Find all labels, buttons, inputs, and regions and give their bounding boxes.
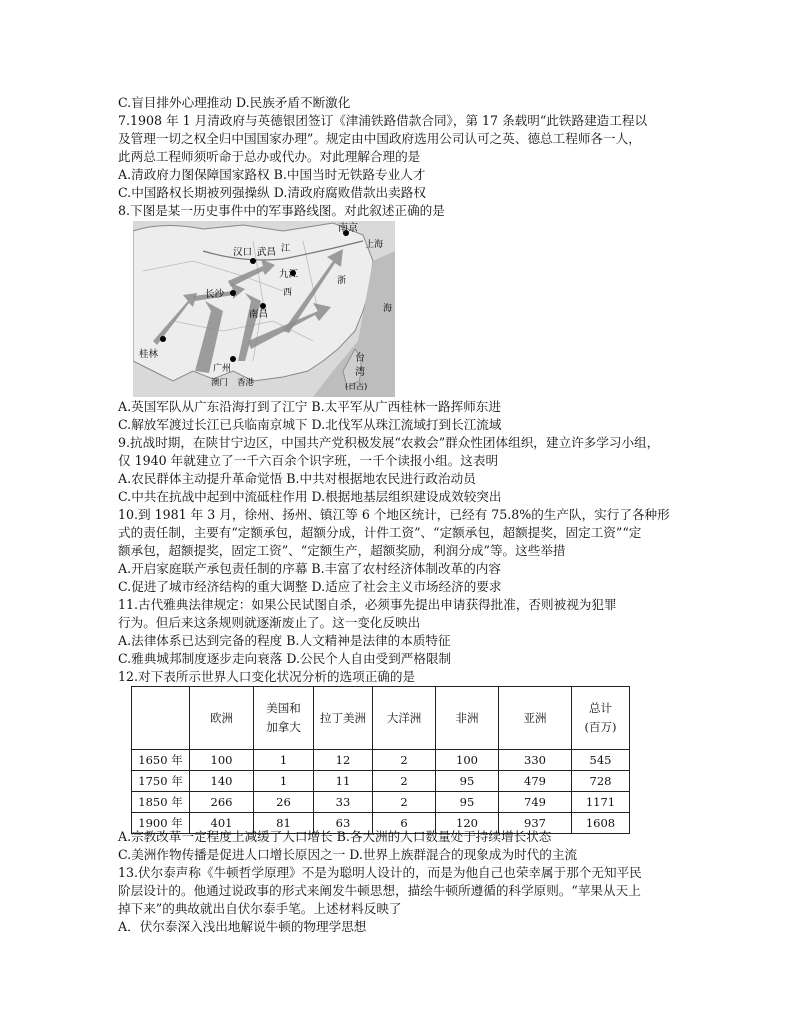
map-label: 南京 — [338, 223, 358, 234]
map-label: 台 — [355, 353, 365, 364]
table-header: 拉丁美洲 — [314, 687, 373, 750]
question-7-options: C.中国路权长期被列强操纵 D.清政府腐败借款出卖路权 — [118, 185, 426, 200]
table-cell: 100 — [436, 750, 499, 771]
map-label: 澳门 — [211, 378, 229, 388]
table-header: 非洲 — [436, 687, 499, 750]
table-cell: 749 — [499, 792, 572, 813]
table-cell: 1608 — [572, 813, 630, 834]
question-11-text: 行为。但后来这条规则就逐渐废止了。这一变化反映出 — [118, 615, 421, 630]
table-cell: 63 — [314, 813, 373, 834]
question-7-options: A.清政府力图保障国家路权 B.中国当时无铁路专业人才 — [118, 167, 426, 182]
question-11-text: 11.古代雅典法律规定：如果公民试图自杀，必须事先提出申请获得批准，否则被视为犯罪 — [118, 597, 617, 612]
table-cell: 1650 年 — [132, 750, 190, 771]
map-label: 武昌 — [257, 247, 277, 258]
map-label: 九江 — [279, 269, 299, 280]
map-label: 上海 — [365, 240, 384, 250]
map-label: 南昌 — [249, 309, 269, 320]
map-label: 广州 — [213, 364, 232, 374]
question-9-text: 9.抗战时期，在陕甘宁边区，中国共产党积极发展“农救会”群众性团体组织，建立许多学习小组， — [118, 435, 660, 450]
question-12-options: C.美洲作物传播是促进人口增长原因之一 D.世界上族群混合的现象成为时代的主流 — [118, 847, 578, 862]
table-header-line: 加拿大 — [266, 720, 301, 734]
question-12-text: 12.对下表所示世界人口变化状况分析的选项正确的是 — [118, 669, 416, 684]
question-8-text: 8.下图是某一历史事件中的军事路线图。对此叙述正确的是 — [118, 203, 445, 218]
table-cell: 2 — [373, 771, 436, 792]
question-7-text: 此两总工程师须听命于总办或代办。对此理解合理的是 — [118, 149, 421, 164]
table-cell: 1 — [254, 771, 314, 792]
table-cell: 1900 年 — [132, 813, 190, 834]
map-label: 湾 — [355, 367, 365, 378]
table-cell: 545 — [572, 750, 630, 771]
question-13-text: 掉下来”的典故就出自伏尔泰手笔。上述材料反映了 — [118, 901, 402, 916]
map-label: 桂林 — [139, 349, 159, 360]
map-label: 浙 — [337, 276, 347, 286]
question-13-text: 13.伏尔泰声称《牛顿哲学原理》不是为聪明人设计的，而是为他自己也荣幸属于那个无知平民 — [118, 865, 642, 880]
map-label: 江 — [281, 244, 291, 254]
table-cell: 100 — [190, 750, 254, 771]
map-label: 长沙 — [205, 289, 225, 300]
population-table — [131, 686, 630, 834]
question-10-text: 额承包，超额提奖，固定工资”、“定额生产，超额奖励，利润分成”等。这些举措 — [118, 543, 566, 558]
table-cell: 330 — [499, 750, 572, 771]
table-cell: 1171 — [572, 792, 630, 813]
question-9-text: 仅 1940 年就建立了一千六百余个识字班，一千个读报小组。这表明 — [118, 453, 499, 468]
question-10-options: C.促进了城市经济结构的重大调整 D.适应了社会主义市场经济的要求 — [118, 579, 502, 594]
question-11-options: A.法律体系已达到完备的程度 B.人文精神是法律的本质特征 — [118, 633, 451, 648]
table-cell: 2 — [373, 750, 436, 771]
question-10-text: 式的责任制，主要有“定额承包，超额分成，计件工资”、“定额承包，超额提奖，固定工资”“定 — [118, 525, 642, 540]
table-row — [132, 750, 630, 771]
table-header: 亚洲 — [499, 687, 572, 750]
map-label: 汉口 — [233, 247, 253, 258]
table-cell: 401 — [190, 813, 254, 834]
table-cell: 95 — [436, 792, 499, 813]
table-cell: 95 — [436, 771, 499, 792]
table-header: 大洋洲 — [373, 687, 436, 750]
question-9-options: C.中共在抗战中起到中流砥柱作用 D.根据地基层组织建设成效较突出 — [118, 489, 502, 504]
table-cell: 1750 年 — [132, 771, 190, 792]
table-cell: 140 — [190, 771, 254, 792]
table-cell: 120 — [436, 813, 499, 834]
table-cell: 728 — [572, 771, 630, 792]
table-cell: 937 — [499, 813, 572, 834]
table-cell: 81 — [254, 813, 314, 834]
map-label: (日占) — [345, 382, 368, 391]
question-12-options: A.宗教改革一定程度上减缓了人口增长 B.各大洲的人口数量处于持续增长状态 — [118, 829, 552, 844]
map-label: 香港 — [237, 378, 255, 388]
table-header: 欧洲 — [190, 687, 254, 750]
question-11-options: C.雅典城邦制度逐步走向衰落 D.公民个人自由受到严格限制 — [118, 651, 452, 666]
table-cell: 26 — [254, 792, 314, 813]
table-row — [132, 771, 630, 792]
table-cell: 12 — [314, 750, 373, 771]
table-header — [132, 687, 190, 750]
question-7-text: 及管理一切之权全归中国国家办理”。规定由中国政府选用公司认可之英、德总工程师各一人， — [118, 131, 641, 146]
question-13-text: 阶层设计的。他通过说政事的形式来阐发牛顿思想，描绘牛顿所遵循的科学原则。“苹果从天上 — [118, 883, 641, 898]
question-10-options: A.开启家庭联产承包责任制的序幕 B.丰富了农村经济体制改革的内容 — [118, 561, 501, 576]
table-cell: 1 — [254, 750, 314, 771]
table-header — [572, 687, 630, 750]
table-header-line: 总计 — [589, 701, 612, 715]
question-8-options: A.英国军队从广东沿海打到了江宁 B.太平军从广西桂林一路挥师东进 — [118, 399, 501, 414]
table-cell: 11 — [314, 771, 373, 792]
map-label: 西 — [283, 288, 293, 298]
map-label: 海 — [383, 304, 393, 314]
table-cell: 6 — [373, 813, 436, 834]
question-13-options: A．伏尔泰深入浅出地解说牛顿的物理学思想 — [118, 919, 367, 934]
table-header-row — [132, 687, 630, 750]
table-cell: 2 — [373, 792, 436, 813]
table-row — [132, 792, 630, 813]
table-cell: 33 — [314, 792, 373, 813]
table-cell: 479 — [499, 771, 572, 792]
question-9-options: A.农民群体主动提升革命觉悟 B.中共对根据地农民进行政治动员 — [118, 471, 476, 486]
table-cell: 1850 年 — [132, 792, 190, 813]
question-8-options: C.解放军渡过长江已兵临南京城下 D.北伐军从珠江流域打到长江流域 — [118, 417, 502, 432]
question-10-text: 10.到 1981 年 3 月，徐州、扬州、镇江等 6 个地区统计，已经有 75.8%的生产队，实行了各种形 — [118, 507, 670, 522]
table-header-line: (百万) — [584, 720, 617, 734]
table-cell: 266 — [190, 792, 254, 813]
table-header-line: 美国和 — [266, 701, 301, 715]
table-header — [254, 687, 314, 750]
question-7-text: 7.1908 年 1 月清政府与英德银团签订《津浦铁路借款合同》，第 17 条载明“此铁路建造工程以 — [118, 113, 648, 128]
option-line: C.盲目排外心理推动 D.民族矛盾不断激化 — [118, 95, 351, 110]
military-route-map — [133, 221, 395, 397]
